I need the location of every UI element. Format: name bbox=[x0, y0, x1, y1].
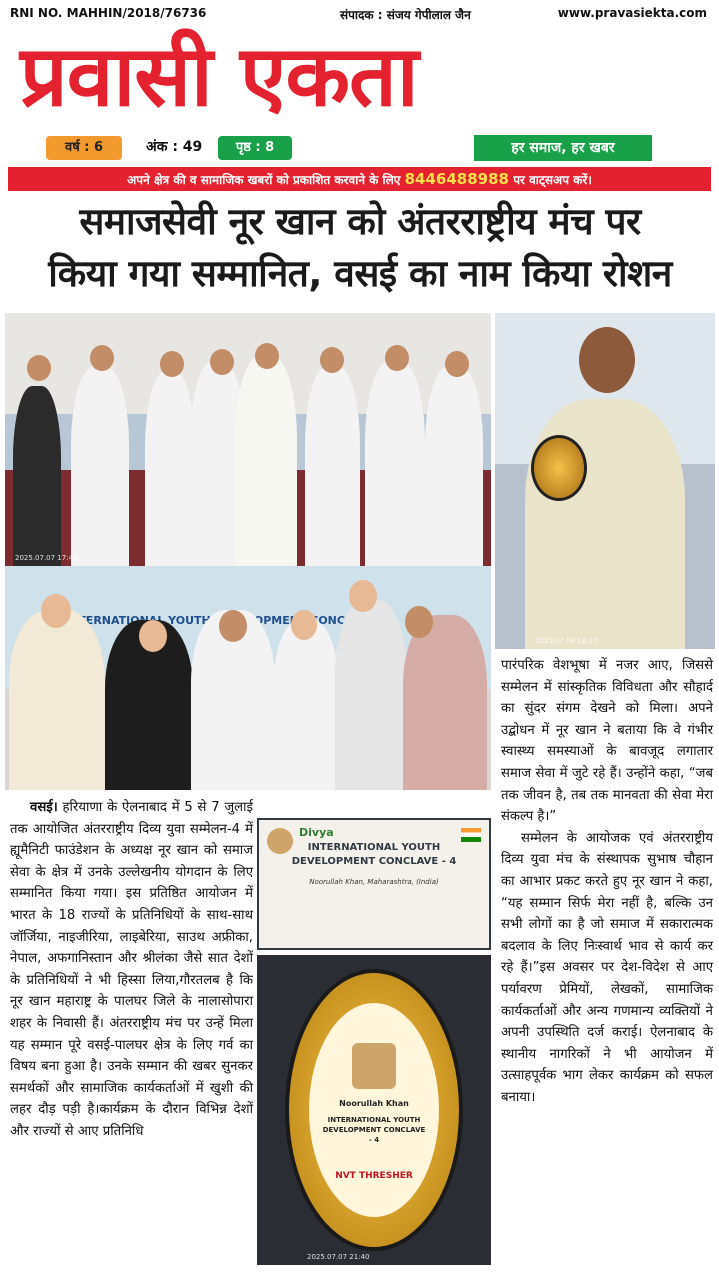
plaque-title: INTERNATIONAL YOUTH DEVELOPMENT CONCLAVE - 4 bbox=[322, 1116, 426, 1144]
article-column-left bbox=[10, 797, 253, 1143]
photo-timestamp: 2025.07.06 18:27 bbox=[535, 637, 598, 645]
promo-phone[interactable]: 8446488988 bbox=[404, 170, 509, 188]
person-figure bbox=[305, 366, 360, 566]
face bbox=[139, 620, 167, 652]
newspaper-logo: प्रवासी एकता bbox=[20, 27, 418, 125]
person-figure bbox=[403, 615, 487, 790]
face bbox=[219, 610, 247, 642]
article-headline bbox=[10, 196, 710, 306]
certificate-brand: Divya bbox=[299, 826, 334, 839]
flag-icon bbox=[461, 828, 481, 842]
photo-plaque bbox=[257, 955, 491, 1265]
article-dateline: वसई। bbox=[30, 800, 58, 815]
photo-timestamp: 2025.07.07 21:40 bbox=[307, 1253, 370, 1261]
edition-info bbox=[46, 135, 666, 163]
website-link[interactable]: www.pravasiekta.com bbox=[557, 6, 707, 20]
face bbox=[349, 580, 377, 612]
promo-suffix: पर वाट्सअप करें। bbox=[513, 173, 592, 187]
person-figure bbox=[235, 356, 297, 566]
certificate-awardee: Noorullah Khan, Maharashtra, (India) bbox=[309, 878, 439, 886]
certificate-title-2: DEVELOPMENT CONCLAVE - 4 bbox=[291, 856, 457, 867]
plaque-icon bbox=[531, 435, 587, 501]
editor-name: संपादक : संजय गेपीलाल जैन bbox=[340, 8, 471, 22]
face bbox=[291, 610, 317, 640]
plaque-frame bbox=[285, 969, 463, 1251]
year-badge: वर्ष : 6 bbox=[46, 136, 122, 160]
promo-bar bbox=[8, 167, 711, 191]
face bbox=[385, 345, 409, 371]
article-paragraph: सम्मेलन के आयोजक एवं अंतरराष्ट्रीय दिव्य युवा मंच के संस्थापक सुभाष चौहान का आभार प्रकट करते हुए नूर खान ने कहा, “यह सम्मान सिर्फ मेरा नहीं है, बल्कि उन सभी लोगों का है जो समाज में सकारात्मक बदलाव के लिए निःस्वार्थ भाव से कार्य कर रहे हैं।”इस अवसर पर देश-विदेश से आए पर्यावरण प्रेमियों, लेखकों, सामाजिक कार्यकर्ताओं और अन्य गणमान्य व्यक्तियों ने अपनी उपस्थिति दर्ज कराई। ऐलनाबाद के स्थानीय नागरिकों ने भी आयोजन में उत्साहपूर्वक भाग लेकर कार्यक्रम को सफल बनाया। bbox=[501, 830, 713, 1105]
person-figure bbox=[335, 600, 407, 790]
masthead bbox=[20, 26, 700, 136]
photo-delegates-group bbox=[5, 566, 491, 790]
person-figure bbox=[71, 366, 129, 566]
headline-line-2: किया गया सम्मानित, वसई का नाम किया रोशन bbox=[48, 252, 672, 295]
plaque-awardee: Noorullah Khan bbox=[339, 1099, 409, 1108]
face bbox=[405, 606, 433, 638]
page-badge: पृष्ठ : 8 bbox=[218, 136, 292, 160]
portrait-icon bbox=[352, 1043, 396, 1089]
face bbox=[320, 347, 344, 373]
face bbox=[90, 345, 114, 371]
article-paragraph: हरियाणा के ऐलनाबाद में 5 से 7 जुलाई तक आयोजित अंतरराष्ट्रीय दिव्य युवा सम्मेलन-4 में ह्यूमैनिटी फाउंडेशन के अध्यक्ष नूर खान को समाज सेवा के क्षेत्र में उनके उल्लेखनीय योगदान के लिए सम्मानित किया गया। इस प्रतिष्ठित आयोजन में भारत के 18 राज्यों के प्रतिनिधियों के साथ-साथ जॉर्जिया, नाइजीरिया, लाइबेरिया, साउथ अफ्रीका, नेपाल, अफगानिस्तान और श्रीलंका जैसे सात देशों के प्रतिनिधियों ने भी हिस्सा लिया,गौरतलब है कि नूर खान महाराष्ट्र के पालघर जिले के नालासोपारा शहर के निवासी हैं। अंतरराष्ट्रीय मंच पर उन्हें मिला यह सम्मान पूरे वसई-पालघर क्षेत्र के लिए गर्व का विषय बना हुआ है। उनके सम्मान की खबर सुनकर समर्थकों और सामाजिक कार्यकर्ताओं में खुशी की लहर दौड़ पड़ी है।कार्यक्रम के दौरान विभिन्न देशों और राज्यों से आए प्रतिनिधि bbox=[10, 800, 253, 1139]
face bbox=[41, 594, 71, 628]
person-figure bbox=[425, 366, 483, 566]
banner-text: INTERNATIONAL YOUTH DEVELOPMENT bbox=[65, 614, 307, 627]
article-column-right bbox=[501, 655, 713, 1108]
person-figure bbox=[365, 361, 425, 566]
promo-prefix: अपने क्षेत्र की व सामाजिक खबरों को प्रकाशित करवाने के लिए bbox=[127, 173, 401, 187]
person-figure bbox=[13, 386, 61, 566]
photo-timestamp: 2025.07.07 17:48 bbox=[15, 554, 78, 562]
face bbox=[210, 349, 234, 375]
top-info-line bbox=[10, 6, 709, 26]
person-figure bbox=[9, 610, 105, 790]
face bbox=[255, 343, 279, 369]
photo-noor-khan-plaque bbox=[495, 313, 715, 649]
photo-certificate bbox=[257, 818, 491, 950]
tagline-badge: हर समाज, हर खबर bbox=[474, 135, 652, 161]
face bbox=[27, 355, 51, 381]
plaque-sponsor: NVT THRESHER bbox=[335, 1171, 413, 1181]
certificate-title-1: INTERNATIONAL YOUTH bbox=[307, 842, 441, 853]
person-figure bbox=[145, 371, 195, 566]
issue-number: अंक : 49 bbox=[146, 139, 203, 155]
portrait-icon bbox=[267, 828, 293, 854]
rni-number: RNI NO. MAHHIN/2018/76736 bbox=[10, 6, 207, 20]
face bbox=[579, 327, 635, 393]
person-figure bbox=[273, 620, 339, 790]
face bbox=[160, 351, 184, 377]
article-paragraph: पारंपरिक वेशभूषा में नजर आए, जिससे सम्मेलन में सांस्कृतिक विविधता और सौहार्द का सुंदर संगम देखने को मिला। अपने उद्बोधन में नूर खान ने बताया कि वे गंभीर स्वास्थ्य समस्याओं के बावजूद लगातार समाज सेवा में जुटे रहे हैं। उन्होंने कहा, “जब तक जीवन है, तब तक मानवता की सेवा मेरा संकल्प है।” bbox=[501, 658, 713, 825]
plaque-face bbox=[309, 1003, 439, 1217]
photo-award-stage bbox=[5, 313, 491, 566]
headline-line-1: समाजसेवी नूर खान को अंतरराष्ट्रीय मंच पर bbox=[79, 200, 641, 243]
face bbox=[445, 351, 469, 377]
